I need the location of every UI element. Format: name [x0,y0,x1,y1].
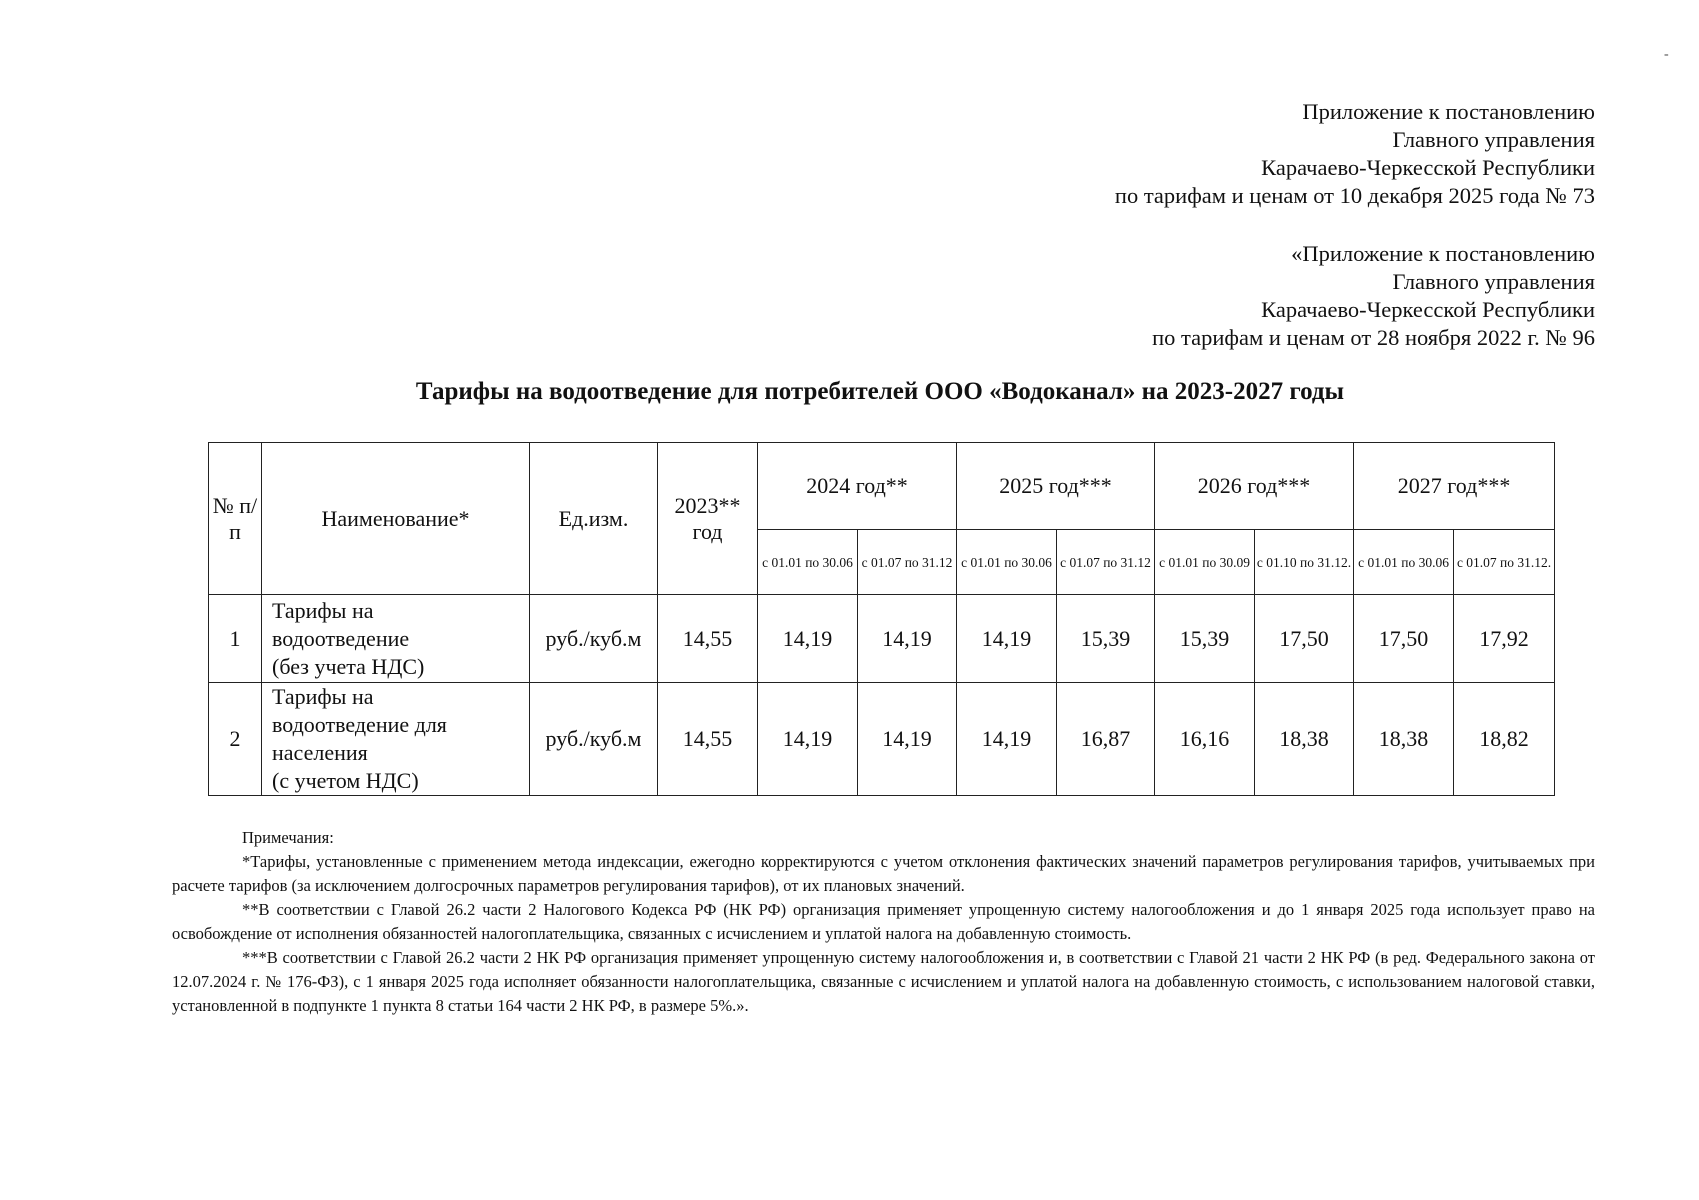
cell-value: 14,19 [758,595,858,683]
cell-2023: 14,55 [658,595,758,683]
col-header-year-2026: 2026 год*** [1155,443,1354,530]
cell-value: 14,19 [858,595,957,683]
cell-value: 14,19 [957,595,1057,683]
appendix-line: Приложение к постановлению [1302,99,1595,124]
appendix-line: Главного управления [1392,269,1595,294]
appendix-line: Карачаево-Черкесской Республики [1261,297,1595,322]
appendix-line: Карачаево-Черкесской Республики [1261,155,1595,180]
cell-name-line: (с учетом НДС) [272,768,419,793]
cell-name-line: (без учета НДС) [272,653,425,679]
cell-value: 14,19 [858,683,957,796]
cell-no: 1 [209,595,262,683]
col-header-period: с 01.10 по 31.12. [1255,530,1354,595]
table-row [209,683,1555,796]
cell-value: 16,87 [1057,683,1155,796]
cell-value: 15,39 [1155,595,1255,683]
appendix-line: по тарифам и ценам от 28 ноября 2022 г. № 96 [1152,325,1595,350]
cell-name-line: населения [272,740,368,765]
col-header-unit: Ед.изм. [530,443,658,595]
cell-value: 14,19 [758,683,858,796]
cell-value: 17,50 [1255,595,1354,683]
col-header-period: с 01.07 по 31.12. [1454,530,1555,595]
col-header-period: с 01.01 по 30.09 [1155,530,1255,595]
cell-name-line: водоотведение [272,625,410,651]
cell-value: 18,38 [1354,683,1454,796]
col-header-year-2025: 2025 год*** [957,443,1155,530]
cell-value: 17,50 [1354,595,1454,683]
appendix-header-current [835,98,1595,210]
cell-name-line: Тарифы на [272,684,374,709]
cell-value: 18,38 [1255,683,1354,796]
col-header-period: с 01.01 по 30.06 [758,530,858,595]
cell-no: 2 [209,683,262,796]
appendix-line: по тарифам и ценам от 10 декабря 2025 года № 73 [1114,183,1595,208]
notes-section [172,826,1595,1018]
appendix-header-previous [835,240,1595,352]
col-header-period: с 01.01 по 30.06 [1354,530,1454,595]
cell-value: 15,39 [1057,595,1155,683]
col-header-period: с 01.07 по 31.12 [1057,530,1155,595]
cell-name [262,595,530,683]
appendix-line: Главного управления [1392,127,1595,152]
corner-mark: - [1664,47,1669,62]
notes-heading: Примечания: [242,828,334,847]
col-header-period: с 01.07 по 31.12 [858,530,957,595]
col-header-year-2024: 2024 год** [758,443,957,530]
tariff-table [208,442,1555,796]
cell-unit: руб./куб.м [530,595,658,683]
col-header-period: с 01.01 по 30.06 [957,530,1057,595]
cell-value: 14,19 [957,683,1057,796]
cell-value: 17,92 [1454,595,1555,683]
col-header-no: № п/п [209,443,262,595]
col-header-year-2027: 2027 год*** [1354,443,1555,530]
cell-name [262,683,530,796]
cell-value: 18,82 [1454,683,1555,796]
appendix-line: «Приложение к постановлению [1291,241,1595,266]
cell-name-line: водоотведение для [272,712,447,737]
cell-unit: руб./куб.м [530,683,658,796]
note-item: ***В соответствии с Главой 26.2 части 2 НК РФ организация применяет упрощенную систему налогообложения и, в соответствии с Главой 21 части 2 НК РФ (в ред. Федерального закона от 12.07.2024 г. № 176-ФЗ), с 1 января 2025 года исполняет обязанности налогоплательщика, связанные с исчислением и уплатой налога на добавленную стоимость, с использованием налоговой ставки, установленной в подпункте 1 пункта 8 статьи 164 части 2 НК РФ, в размере 5%.». [172,948,1595,1015]
col-header-name: Наименование* [262,443,530,595]
note-item: **В соответствии с Главой 26.2 части 2 Налогового Кодекса РФ (НК РФ) организация применяет упрощенную систему налогообложения и до 1 января 2025 года использует право на освобождение от исполнения обязанностей налогоплательщика, связанных с исчислением и уплатой налога на добавленную стоимость. [172,900,1595,943]
table-row [209,595,1555,683]
cell-name-line: Тарифы на [272,597,374,623]
note-item: *Тарифы, установленные с применением метода индексации, ежегодно корректируются с учетом отклонения фактических значений параметров регулирования тарифов, учитываемых при расчете тарифов (за исключением долгосрочных параметров регулирования тарифов), от их плановых значений. [172,852,1595,895]
col-header-2023: 2023** год [658,443,758,595]
cell-value: 16,16 [1155,683,1255,796]
cell-2023: 14,55 [658,683,758,796]
document-title: Тарифы на водоотведение для потребителей ООО «Водоканал» на 2023-2027 годы [415,378,1345,405]
